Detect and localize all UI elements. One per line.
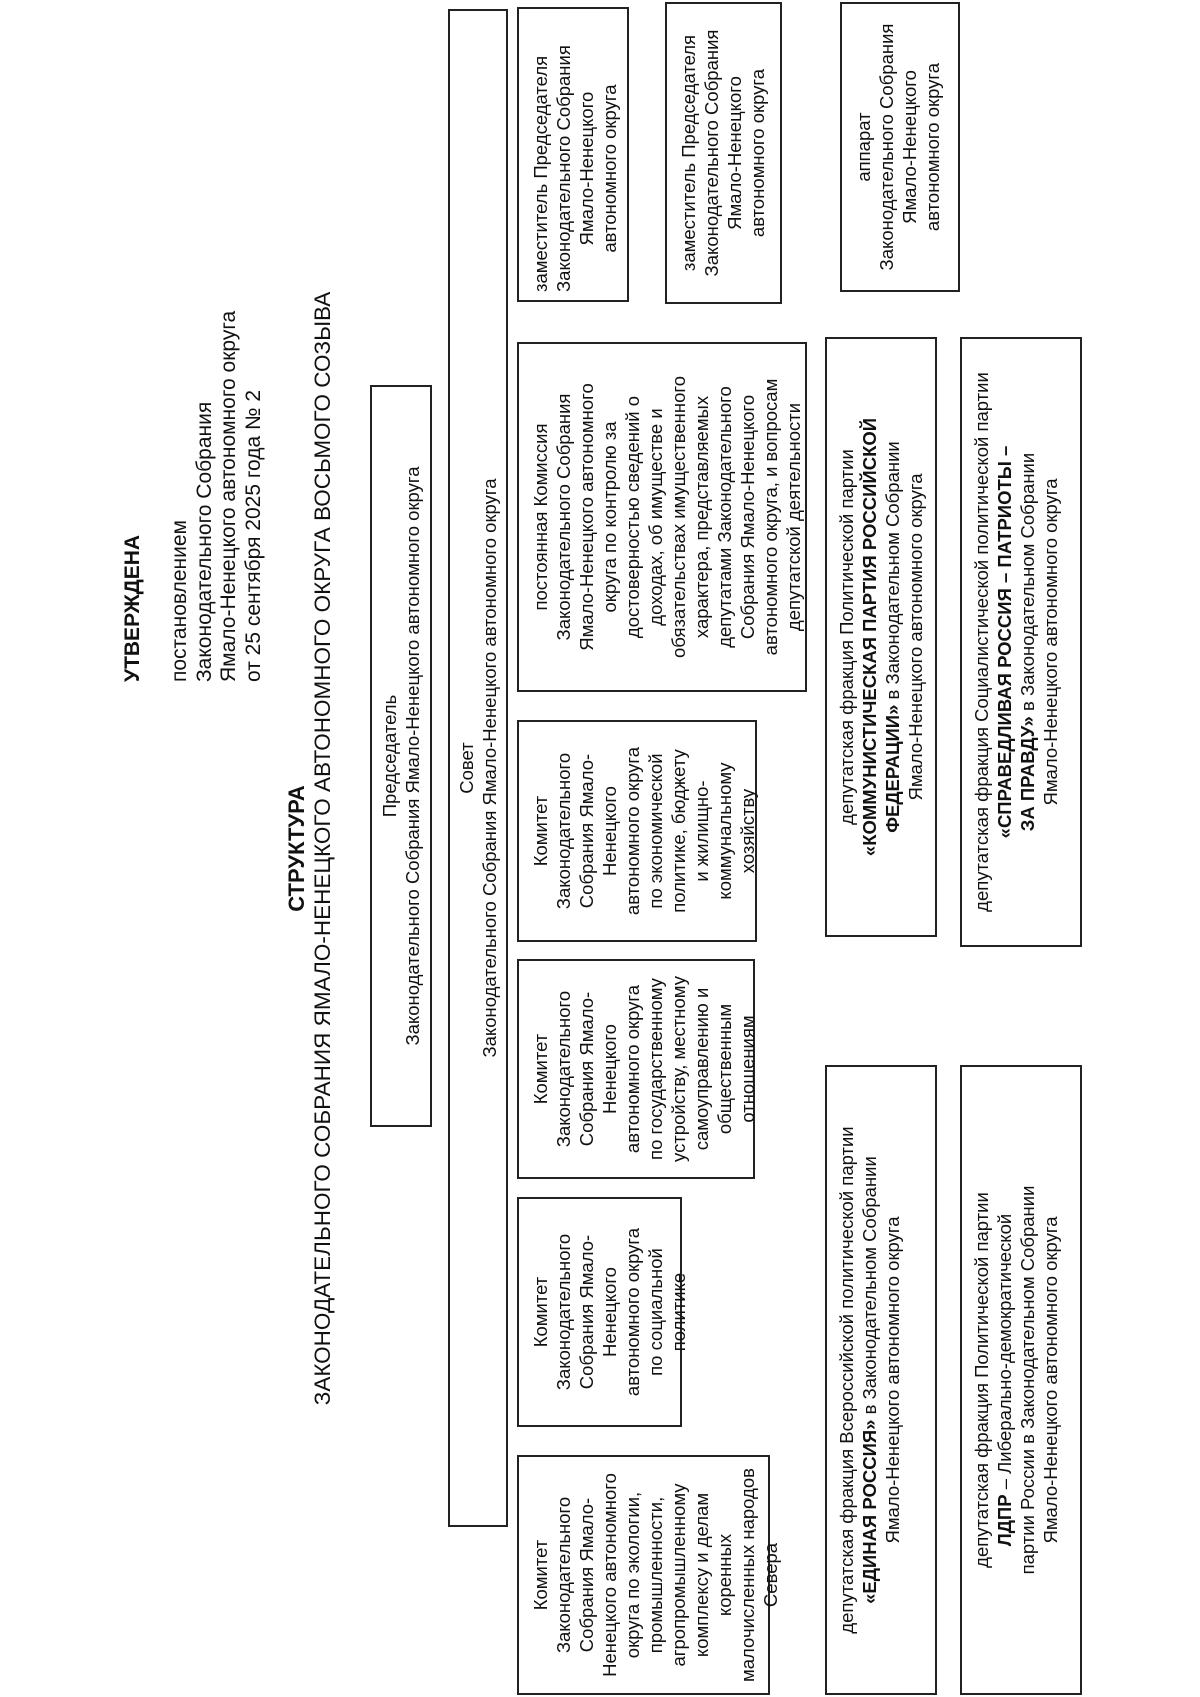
faction-line [1016, 372, 1039, 912]
deputy-line: заместитель Председателя [530, 55, 551, 292]
committee-line: коммунальному [714, 762, 735, 900]
faction-line: депутатская фракция Социалистической политической партии [971, 372, 992, 912]
commission-line: депутатской деятельности [783, 402, 804, 632]
faction-line-tail: в Законодательном Собрании [1017, 452, 1038, 717]
deputy-chairman-box-2 [665, 2, 782, 304]
committee-line: Ненецкого автономного [599, 1473, 620, 1677]
committee-line: малочисленных народов [737, 1468, 758, 1682]
faction-line [993, 1186, 1016, 1575]
faction-line: партии России в Законодательном Собрании [1017, 1185, 1038, 1575]
committee-line: Законодательного [553, 752, 574, 910]
faction-box-kprf [825, 337, 937, 937]
committee-line: общественным [714, 1003, 735, 1135]
committee-line: Собрания Ямало- [576, 1234, 597, 1390]
committee-box-state-structure [517, 959, 758, 1179]
committee-line: Собрания Ямало- [576, 991, 597, 1147]
committee-line: комплексу и делам [691, 1492, 712, 1658]
faction-line [881, 418, 904, 856]
apparatus-line: автономного округа [922, 62, 943, 232]
resolution-reference [168, 311, 266, 682]
committee-line: автономного округа [622, 746, 643, 916]
faction-line: депутатская фракция Всероссийской политической партии [836, 1126, 857, 1634]
committee-box-social [517, 1197, 689, 1427]
committee-line: Ненецкого [599, 1267, 620, 1357]
deputy-line: Ямало-Ненецкого [576, 91, 597, 246]
structure-title: СТРУКТУРА [284, 785, 309, 912]
deputy-chairman-box-1 [517, 7, 629, 302]
chairman-title: Председатель [379, 694, 400, 818]
committee-line: агропромышленному [668, 1483, 689, 1667]
deputy-line: заместитель Председателя [678, 34, 699, 272]
commission-line: обязательствах имущественного [668, 375, 689, 659]
committee-box-ecology [517, 1455, 781, 1695]
structure-subtitle: ЗАКОНОДАТЕЛЬНОГО СОБРАНИЯ ЯМАЛО-НЕНЕЦКОГО АВТОНОМНОГО ОКРУГА ВОСЬМОГО СОЗЫВА [310, 291, 335, 1406]
council-subtitle: Законодательного Собрания Ямало-Ненецкого автономного округа [479, 478, 500, 1058]
commission-line: округа по контролю за [599, 421, 620, 613]
deputy-line: Ямало-Ненецкого [724, 76, 745, 230]
faction-party-name: «КОММУНИСТИЧЕСКАЯ ПАРТИЯ РОССИЙСКОЙ [859, 417, 880, 857]
committee-line: политике [668, 1272, 689, 1352]
apparatus-box [840, 2, 960, 292]
commission-line: депутатами Законодательного [714, 386, 735, 648]
faction-line-tail: в Законодательном Собрании [882, 441, 903, 705]
faction-party-name: ФЕДЕРАЦИИ» [882, 704, 903, 833]
deputy-line: Законодательного Собрания [701, 29, 722, 277]
faction-party-name: ЛДПР [994, 1494, 1015, 1547]
faction-box-fair-russia [960, 337, 1082, 947]
apparatus-line: аппарат [853, 112, 874, 182]
committee-line: Севера [760, 1542, 781, 1608]
faction-line: депутатская фракция Политической партии [836, 449, 857, 825]
faction-box-ldpr [960, 1065, 1082, 1695]
faction-line: Ямало-Ненецкого автономного округа [1040, 478, 1061, 806]
committee-line: Законодательного [553, 1233, 574, 1391]
council-box [448, 9, 508, 1527]
commission-line: постоянная Комиссия [530, 423, 551, 611]
committee-line: и жилищно- [691, 780, 712, 882]
council-title: Совет [456, 742, 477, 794]
faction-line: Ямало-Ненецкого автономного округа [905, 473, 926, 801]
committee-line: отношениям [737, 1015, 758, 1123]
commission-line: Собрания Ямало-Ненецкого [737, 394, 758, 640]
faction-party-name: «ЕДИНАЯ РОССИЯ» [859, 1419, 880, 1604]
faction-line: Ямало-Ненецкого автономного округа [882, 1216, 903, 1544]
faction-party-name: «СПРАВЕДЛИВАЯ РОССИЯ – ПАТРИОТЫ – [994, 445, 1015, 839]
committee-line: Собрания Ямало- [576, 1497, 597, 1653]
apparatus-line: Законодательного Собрания [876, 23, 897, 271]
committee-line: автономного округа [622, 1227, 643, 1397]
chairman-box [370, 385, 432, 1127]
commission-line: характера, представляемых [691, 395, 712, 639]
committee-line: автономного округа [622, 984, 643, 1154]
commission-line: Законодательного Собрания [553, 393, 574, 641]
committee-line: политике, бюджету [668, 749, 689, 913]
committee-line: коренных [714, 1533, 735, 1617]
committee-line: самоуправлению и [691, 987, 712, 1151]
committee-line: Ненецкого [599, 786, 620, 876]
commission-line: доходах, об имуществе и [645, 408, 666, 626]
committee-line: Ненецкого [599, 1024, 620, 1114]
faction-line-tail: – Либерально-демократической [994, 1213, 1015, 1495]
resolution-line: от 25 сентября 2025 года № 2 [241, 389, 265, 682]
commission-box-income-control [517, 342, 807, 692]
committee-line: по государственному [645, 978, 666, 1160]
committee-line: Комитет [530, 795, 551, 867]
faction-line [858, 1126, 881, 1633]
faction-line: Ямало-Ненецкого автономного округа [1040, 1216, 1061, 1544]
commission-line: Ямало-Ненецкого автономного [576, 383, 597, 651]
commission-line: достоверностью сведений о [622, 395, 643, 639]
faction-party-name: ЗА ПРАВДУ» [1017, 716, 1038, 832]
committee-line: округа по экологии, [622, 1491, 643, 1659]
committee-line: устройству, местному [668, 976, 689, 1162]
committee-line: Законодательного [553, 990, 574, 1148]
committee-line: Комитет [530, 1539, 551, 1611]
chairman-subtitle: Законодательного Собрания Ямало-Ненецкого автономного округа [402, 466, 423, 1046]
committee-line: хозяйству [737, 788, 758, 874]
committee-line: Законодательного [553, 1496, 574, 1654]
resolution-line: Ямало-Ненецкого автономного округа [217, 310, 240, 682]
faction-box-united-russia [825, 1065, 937, 1695]
deputy-line: автономного округа [747, 68, 768, 238]
resolution-line: постановлением [168, 520, 191, 682]
committee-line: по экономической [645, 753, 666, 909]
approved-stamp: УТВЕРЖДЕНА [121, 534, 144, 682]
faction-line-tail: в Законодательном Собрании [859, 1156, 880, 1420]
resolution-line: Законодательного Собрания [192, 401, 216, 682]
committee-box-economy [517, 720, 757, 942]
committee-line: по социальной [645, 1248, 666, 1376]
committee-line: промышленности, [645, 1496, 666, 1654]
apparatus-line: Ямало-Ненецкого [899, 70, 920, 224]
committee-line: Комитет [530, 1276, 551, 1348]
deputy-line: автономного округа [599, 84, 620, 253]
faction-line: депутатская фракция Политической партии [971, 1192, 992, 1568]
committee-line: Комитет [530, 1033, 551, 1105]
commission-line: автономного округа, и вопросам [760, 378, 781, 656]
committee-line: Собрания Ямало- [576, 753, 597, 909]
deputy-line: Законодательного Собрания [553, 45, 574, 292]
